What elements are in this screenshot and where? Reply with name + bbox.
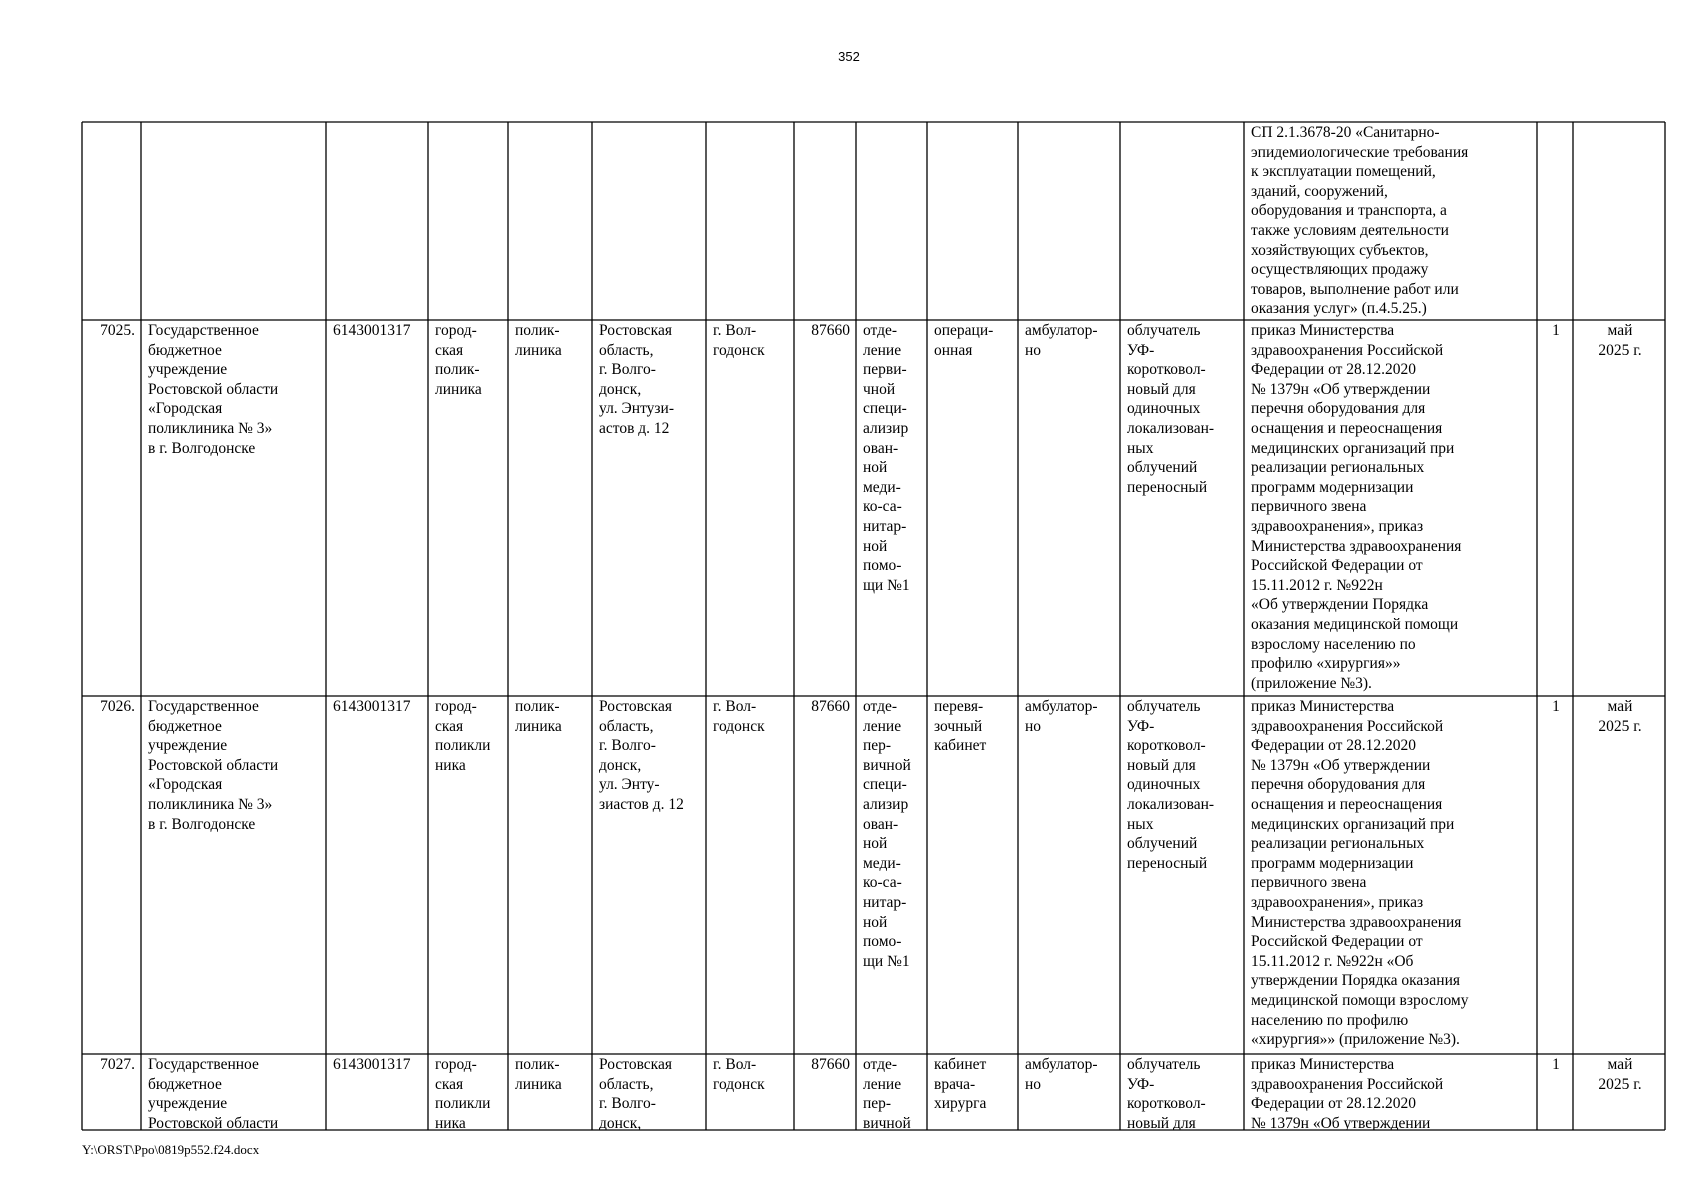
cell-qty: 1 [1552,322,1560,339]
cell-type: город- ская поликли ника [435,698,491,774]
cell-city: г. Вол- годонск [713,698,765,735]
cell-num: 7025. [100,322,135,339]
cell-doc: приказ Министерства здравоохранения Российской Федерации от 28.12.2020 № 1379н «Об утверждении перечня оборудования для оснащения и переоснащения медицинских организаций при реализации региональных программ модернизации первичного звена здравоохранения», приказ Министерства здравоохранения Российской Федерации от 15.11.2012 г. №922н «Об утверждении Порядка оказания медицинской помощи взрослому населению по профилю «хирургия»» (приложение №3). [1251,698,1469,1049]
cell-qty: 1 [1552,698,1560,715]
cell-doc: приказ Министерства здравоохранения Российской Федерации от 28.12.2020 № 1379н «Об утверждении [1251,1056,1444,1130]
cell-address: Ростовская область, г. Волго- донск, ул. Энту- зиастов д. 12 [599,698,684,813]
cell-kind [508,122,592,320]
cell-doc: СП 2.1.3678-20 «Санитарно- эпидемиологические требования к эксплуатации помещений, зданий, сооружений, оборудования и транспорта, а также условиям деятельности хозяйствующих субъектов, осуществляющих продажу товаров, выполнение работ или оказания услуг» (п.4.5.25.) [1251,124,1469,318]
cell-date: май 2025 г. [1598,698,1642,735]
cell-device: облучатель УФ- коротковол- новый для одиночных локализован- ных облучений переносный [1127,322,1215,496]
cell-mode: амбулатор- но [1025,698,1098,735]
cell-num: 7027. [100,1056,135,1073]
cell-org: Государственное бюджетное учреждение Ростовской области «Городская поликлиника № 3» в г. Волгодонске [148,322,279,457]
cell-date: май 2025 г. [1598,322,1642,359]
cell-mode: амбулатор- но [1025,322,1098,359]
cell-room: кабинет врача- хирурга [934,1056,987,1113]
cell-doc: приказ Министерства здравоохранения Российской Федерации от 28.12.2020 № 1379н «Об утверждении перечня оборудования для оснащения и переоснащения медицинских организаций при реализации региональных программ модернизации первичного звена здравоохранения», приказ Министерства здравоохранения Российской Федерации от 15.11.2012 г. №922н «Об утверждении Порядка оказания медицинской помощи взрослому населению по профилю «хирургия»» (приложение №3). [1251,322,1462,692]
cell-okpo: 87660 [811,698,850,715]
cell-city [706,122,794,320]
cell-room [927,122,1018,320]
footer-file-path: Y:\ORST\Ppo\0819p552.f24.docx [82,1142,260,1157]
cell-type: город- ская полик- линика [435,322,482,398]
cell-address: Ростовская область, г. Волго- донск, [599,1056,672,1130]
cell-device: облучатель УФ- коротковол- новый для одиночных локализован- ных облучений переносный [1127,698,1215,872]
cell-room: перевя- зочный кабинет [934,698,987,755]
cell-type: город- ская поликли ника [435,1056,491,1130]
cell-type [428,122,508,320]
cell-okpo [794,122,856,320]
cell-okpo: 87660 [811,322,850,339]
cell-mode [1018,122,1120,320]
cell-room: операци- онная [934,322,994,359]
cell-dept: отде- ление пер- вичной [863,1056,911,1130]
cell-date: май 2025 г. [1598,1056,1642,1093]
cell-address [592,122,706,320]
cell-kind: полик- линика [515,1056,562,1093]
cell-city: г. Вол- годонск [713,1056,765,1093]
page-number: 352 [838,49,860,64]
cell-address: Ростовская область, г. Волго- донск, ул. Энтузи- астов д. 12 [599,322,674,437]
cell-dept: отде- ление пер- вичной специ- ализир ован- ной меди- ко-са- нитар- ной помо- щи №1 [863,698,911,970]
cell-org: Государственное бюджетное учреждение Ростовской области [148,1056,279,1130]
cell-dept [856,122,927,320]
cell-inn [326,122,428,320]
cell-city: г. Вол- годонск [713,322,765,359]
cell-okpo: 87660 [811,1056,850,1073]
cell-qty [1537,122,1573,320]
cell-org [141,122,326,320]
cell-kind: полик- линика [515,322,562,359]
cell-dept: отде- ление перви- чной специ- ализир ован- ной меди- ко-са- нитар- ной помо- щи №1 [863,322,910,594]
cell-date [1573,122,1665,320]
cell-mode: амбулатор- но [1025,1056,1098,1093]
cell-device [1120,122,1244,320]
cell-qty: 1 [1552,1056,1560,1073]
cell-num [82,122,141,320]
cell-device: облучатель УФ- коротковол- новый для [1127,1056,1206,1130]
cell-num: 7026. [100,698,135,715]
cell-kind: полик- линика [515,698,562,735]
cell-org: Государственное бюджетное учреждение Ростовской области «Городская поликлиника № 3» в г. Волгодонске [148,698,279,833]
cell-inn: 6143001317 [333,698,411,715]
cell-inn: 6143001317 [333,1056,411,1073]
cell-inn: 6143001317 [333,322,411,339]
